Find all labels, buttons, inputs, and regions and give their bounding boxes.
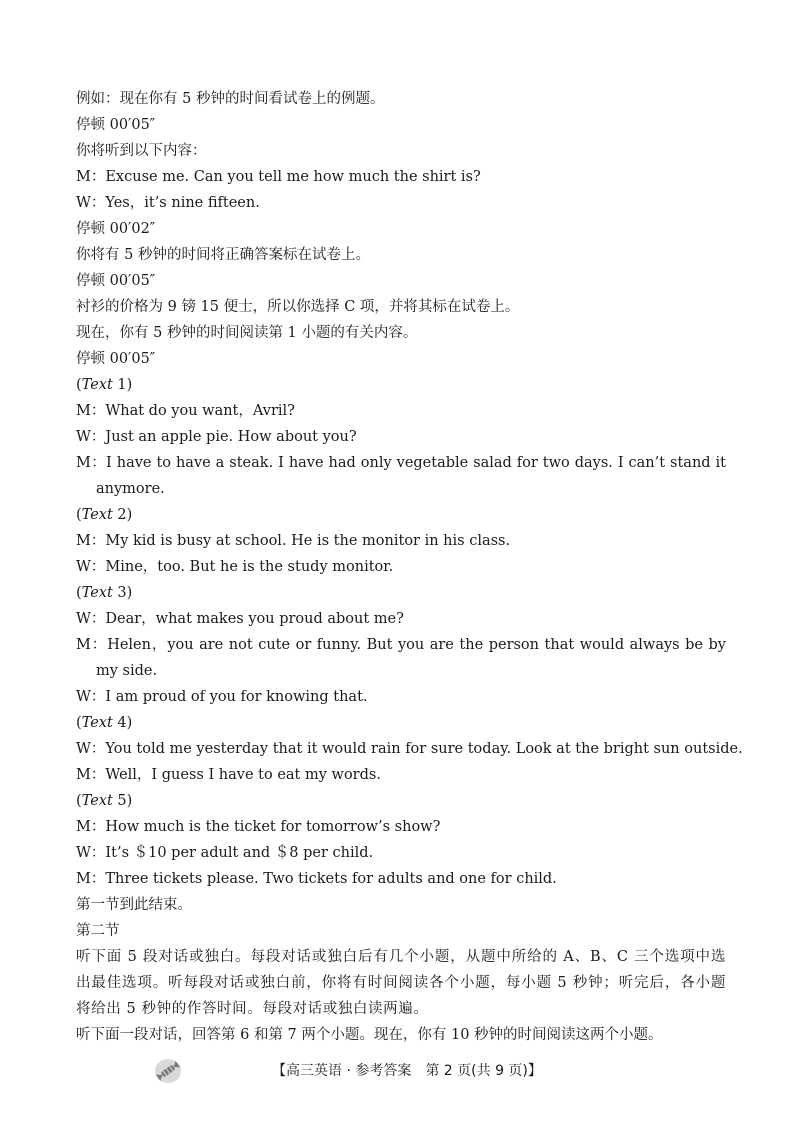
- text-label: (Text 4): [76, 715, 133, 731]
- dialogue-line: W：Yes，it’s nine fifteen.: [76, 195, 260, 211]
- intro-line: 你将有 5 秒钟的时间将正确答案标在试卷上。: [76, 247, 370, 263]
- dialogue-line: M：Three tickets please. Two tickets for adults and one for child.: [76, 871, 557, 887]
- intro-line: 衬衫的价格为 9 镑 15 便士，所以你选择 C 项，并将其标在试卷上。: [76, 299, 520, 315]
- pause-line: 停顿 00′05″: [76, 117, 156, 133]
- dialogue-line: W：It’s ＄10 per adult and ＄8 per child.: [76, 845, 374, 861]
- dialogue-line: M：How much is the ticket for tomorrow’s show?: [76, 819, 441, 835]
- dialogue-line: W：I am proud of you for knowing that.: [76, 689, 368, 705]
- pause-line: 停顿 00′05″: [76, 351, 156, 367]
- answer-sheet-body: [76, 86, 743, 1048]
- section-heading: 第二节: [76, 923, 120, 939]
- dialogue-line: M：My kid is busy at school. He is the monitor in his class.: [76, 533, 511, 549]
- text-label: (Text 2): [76, 507, 133, 523]
- text-label: (Text 1): [76, 377, 133, 393]
- text-label: (Text 5): [76, 793, 133, 809]
- dialogue-line: M：Excuse me. Can you tell me how much the shirt is?: [76, 169, 481, 185]
- intro-line: 现在，你有 5 秒钟的时间阅读第 1 小题的有关内容。: [76, 325, 418, 341]
- intro-lines: [76, 86, 726, 372]
- text-3: [76, 580, 726, 710]
- dialogue-line: M：Well，I guess I have to eat my words.: [76, 767, 381, 783]
- section-end-line: 第一节到此结束。: [76, 897, 192, 913]
- dialogue-line: W：Mine，too. But he is the study monitor.: [76, 559, 394, 575]
- dialogue-line: M：What do you want，Avril?: [76, 403, 295, 419]
- text-2: [76, 502, 726, 580]
- next-dialogue-line: 听下面一段对话，回答第 6 和第 7 两个小题。现在，你有 10 秒钟的时间阅读这两个小题。: [76, 1027, 663, 1043]
- text-1: [76, 372, 726, 502]
- pause-line: 停顿 00′05″: [76, 273, 156, 289]
- dialogue-line: W：Dear，what makes you proud about me?: [76, 611, 404, 627]
- text-5: [76, 788, 726, 892]
- dialogue-line: W：Just an apple pie. How about you?: [76, 429, 357, 445]
- candy-logo-icon: [153, 1056, 183, 1086]
- closing-section: [76, 892, 726, 1048]
- instructions-paragraph: 听下面 5 段对话或独白。每段对话或独白后有几个小题，从题中所给的 A、B、C 三个选项中选出最佳选项。听每段对话或独白前，你将有时间阅读各个小题，每小题 5 秒钟；听完后，各小题将给出 5 秒钟的作答时间。每段对话或独白读两遍。: [76, 949, 726, 1017]
- intro-line: 你将听到以下内容：: [76, 143, 207, 159]
- dialogue-line: W：You told me yesterday that it would rain for sure today. Look at the bright sun outside.: [76, 741, 743, 757]
- text-label: (Text 3): [76, 585, 133, 601]
- page-footer: [0, 1060, 794, 1084]
- dialogue-line: M：Helen，you are not cute or funny. But you are the person that would always be by my side.: [76, 637, 726, 679]
- footer-page-info: 【高三英语 · 参考答案 第 2 页(共 9 页)】: [272, 1063, 542, 1079]
- dialogue-line: M：I have to have a steak. I have had only vegetable salad for two days. I can’t stand it anymore.: [76, 455, 726, 497]
- intro-line: 例如：现在你有 5 秒钟的时间看试卷上的例题。: [76, 91, 385, 107]
- text-4: [76, 710, 743, 788]
- pause-line: 停顿 00′02″: [76, 221, 156, 237]
